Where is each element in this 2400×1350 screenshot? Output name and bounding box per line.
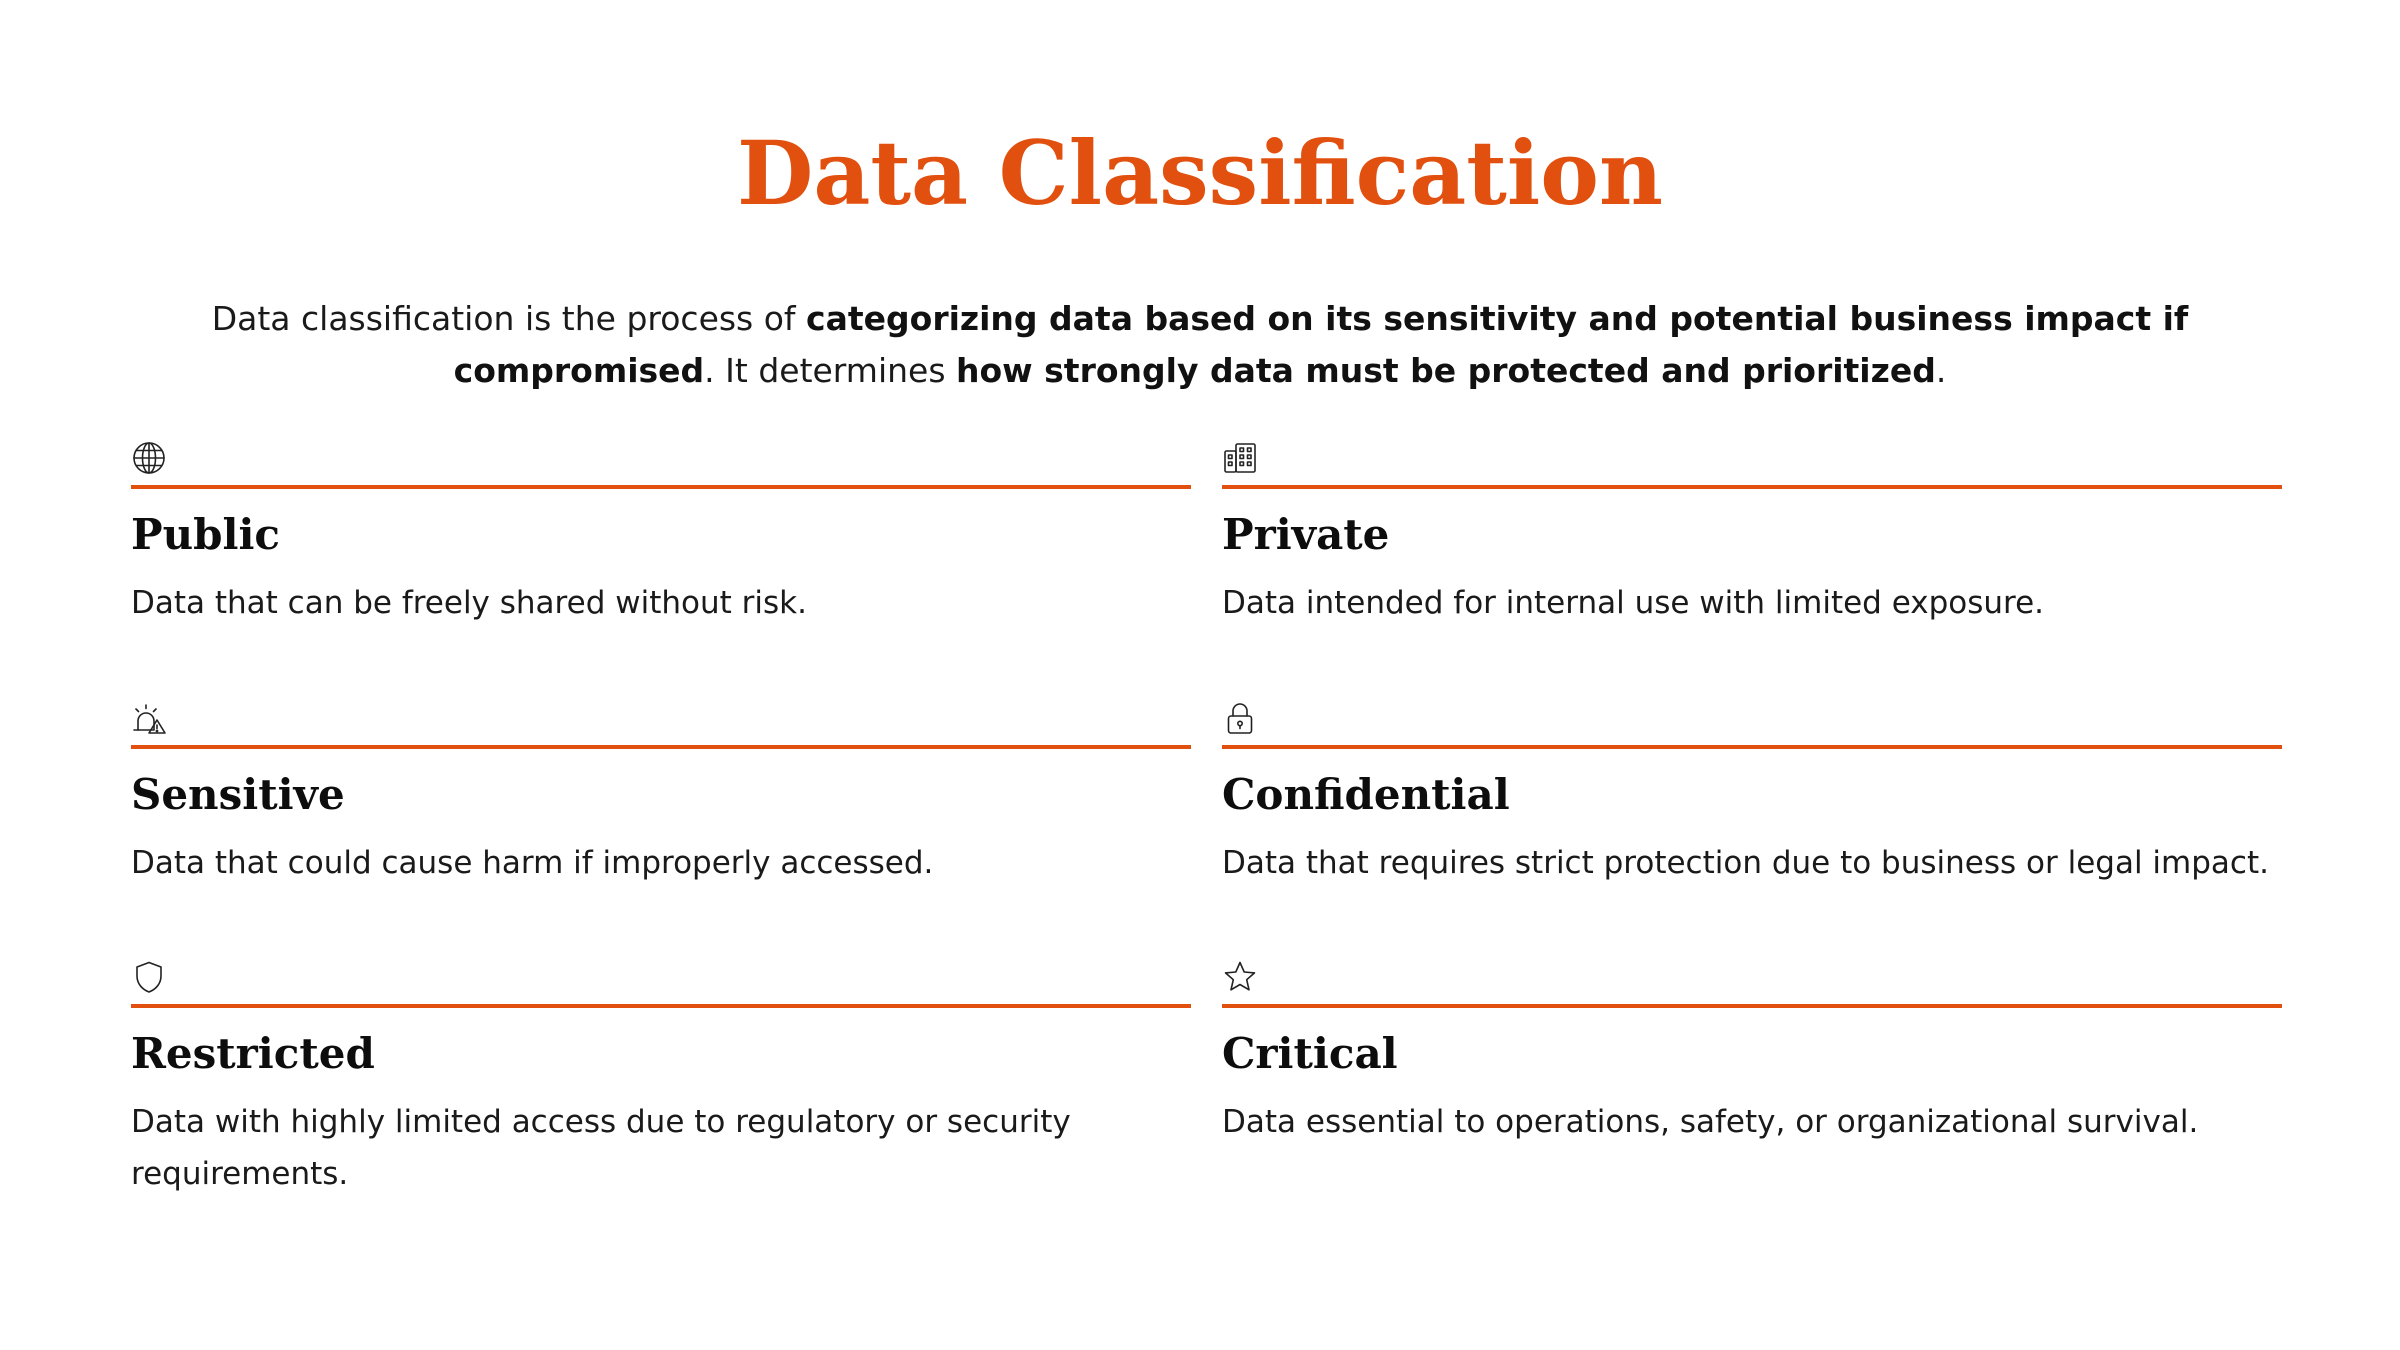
- category-title: Critical: [1222, 1029, 1398, 1078]
- divider-rule: [131, 1004, 1191, 1008]
- category-description: Data intended for internal use with limited exposure.: [1222, 585, 2045, 621]
- star-icon: [1222, 959, 1258, 995]
- category-description: Data that could cause harm if improperly accessed.: [131, 845, 934, 881]
- intro-text-1: Data classification is the process of: [211, 299, 807, 338]
- divider-rule: [131, 745, 1191, 749]
- intro-emphasis-2: how strongly data must be protected and prioritized: [956, 351, 1936, 390]
- category-title: Private: [1222, 510, 1390, 559]
- building-icon: [1222, 440, 1258, 476]
- divider-rule: [131, 485, 1191, 489]
- divider-rule: [1222, 745, 2282, 749]
- category-title: Public: [131, 510, 280, 559]
- alert-siren-icon: [131, 700, 167, 736]
- category-title: Sensitive: [131, 770, 345, 819]
- category-description: Data essential to operations, safety, or organizational survival.: [1222, 1104, 2199, 1140]
- divider-rule: [1222, 485, 2282, 489]
- intro-text-3: .: [1935, 351, 1947, 390]
- lock-icon: [1222, 700, 1258, 736]
- category-description: Data that can be freely shared without risk.: [131, 585, 807, 621]
- category-description: Data that requires strict protection due to business or legal impact.: [1222, 845, 2269, 881]
- intro-text-2: . It determines: [704, 351, 957, 390]
- category-description: Data with highly limited access due to regulatory or security requirements.: [131, 1104, 1071, 1192]
- page-title: Data Classification: [737, 121, 1663, 225]
- category-title: Restricted: [131, 1029, 375, 1078]
- globe-icon: [131, 440, 167, 476]
- intro-paragraph: [180, 293, 2220, 397]
- category-title: Confidential: [1222, 770, 1510, 819]
- shield-icon: [131, 959, 167, 995]
- divider-rule: [1222, 1004, 2282, 1008]
- intro-emphasis-1: categorizing data based on its sensitivity and potential business impact if compromised: [453, 299, 2189, 390]
